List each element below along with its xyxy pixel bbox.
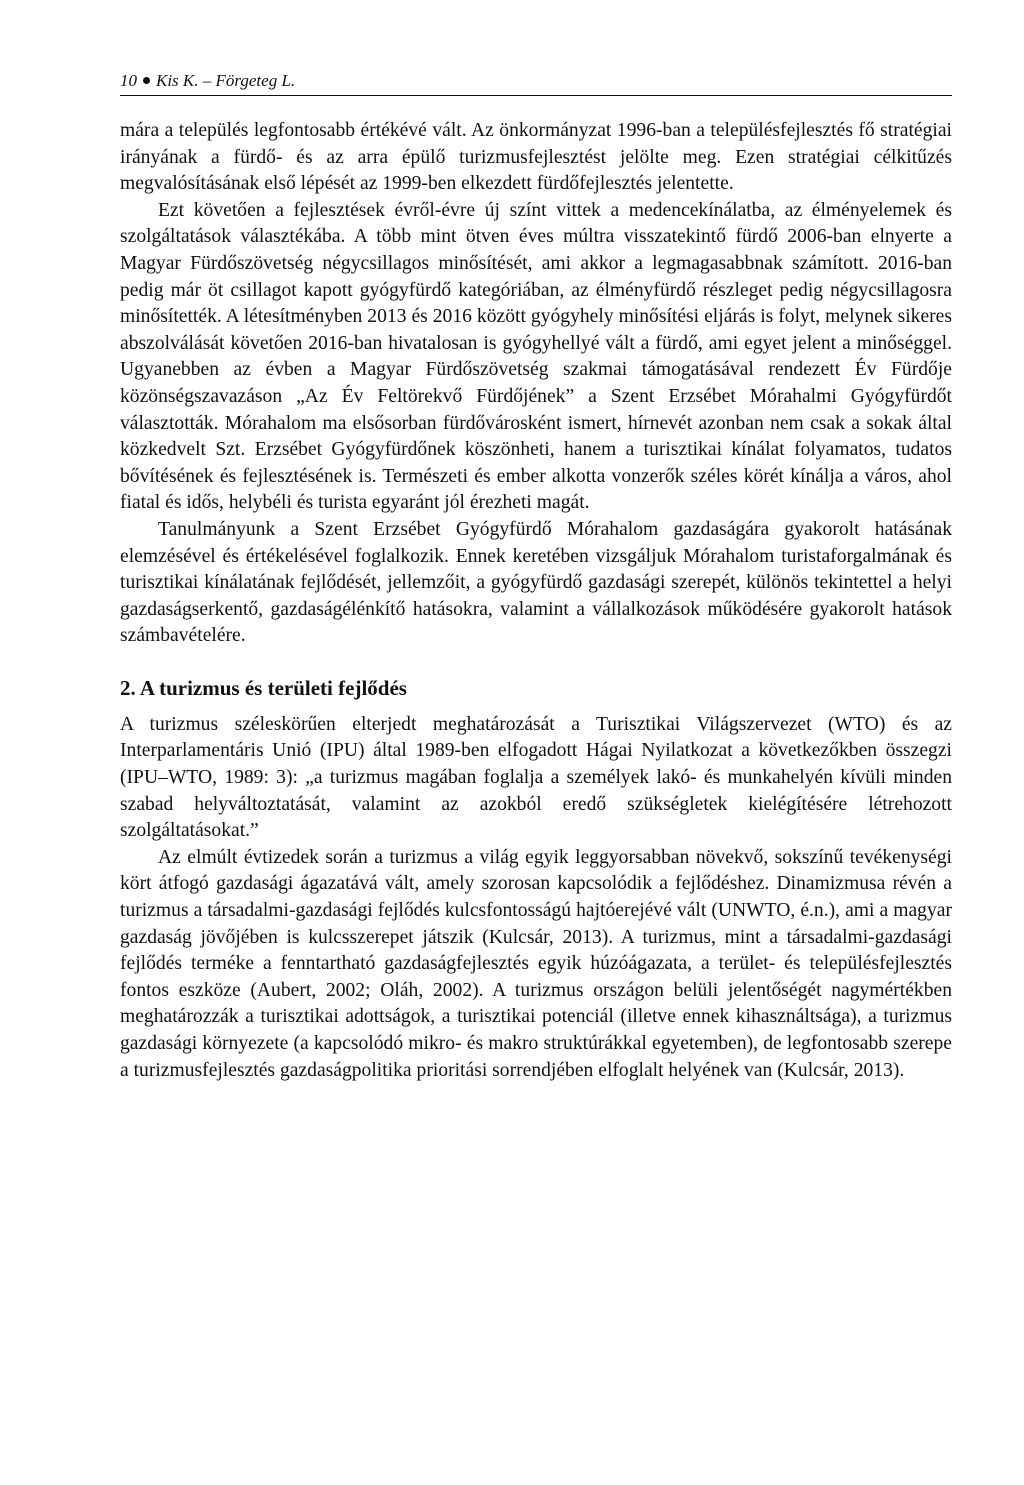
paragraph-4: A turizmus széleskörűen elterjedt meghatározását a Turisztikai Világszervezet (WTO) és az Interparlamentáris Unió (IPU) által 1989-ben elfogadott Hágai Nyilatkozat a következőkben összegzi (IPU–WTO, 1989: 3): „a turizmus magában foglalja a személyek lakó- és munkahelyén kívüli minden szabad helyváltoztatását, valamint az azokból eredő szükségletek kielégítésére létrehozott szolgáltatásokat.” (120, 713, 952, 842)
document-page (120, 70, 952, 1084)
running-header (120, 70, 952, 96)
page-number: 10 (120, 71, 137, 90)
paragraph-1: mára a település legfontosabb értékévé vált. Az önkormányzat 1996-ban a településfejlesztés fő stratégiai irányának a fürdő- és az arra épülő turizmusfejlesztést jelölte meg. Ezen stratégiai célkitűzés megvalósításának első lépését az 1999-ben elkezdett fürdőfejlesztés jelentette. (120, 120, 952, 195)
paragraph-2: Ezt követően a fejlesztések évről-évre új színt vittek a medencekínálatba, az élményelemek és szolgáltatások választékába. A több mint ötven éves múltra visszatekintő fürdő 2006-ban elnyerte a Magyar Fürdőszövetség négycsillagos minősítését, ami akkor a legmagasabbnak számított. 2016-ban pedig már öt csillagot kapott gyógyfürdő kategóriában, az élményfürdő részleget pedig négycsillagosra minősítették. A létesítményben 2013 és 2016 között gyógyhely minősítési eljárás is folyt, melynek sikeres abszolválását követően 2016-ban hivatalosan is gyógyhellyé vált a fürdő, ami egyet jelent a minőséggel. Ugyanebben az évben a Magyar Fürdőszövetség szakmai támogatásával rendezett Év Fürdője közönségszavazáson „Az Év Feltörekvő Fürdőjének” a Szent Erzsébet Mórahalmi Gyógyfürdőt választották. Mórahalom ma elsősorban fürdővárosként ismert, hírnevét azonban nem csak a sokak által közkedvelt Szt. Erzsébet Gyógyfürdőnek köszönheti, hanem a turisztikai kínálat folyamatos, tudatos bővítésének és fejlesztésének is. Természeti és ember alkotta vonzerők széles körét kínálja a város, ahol fiatal és idős, helybéli és turista egyaránt jól érezheti magát. (120, 199, 952, 514)
paragraph-3: Tanulmányunk a Szent Erzsébet Gyógyfürdő Mórahalom gazdaságára gyakorolt hatásának elemzésével és értékelésével foglalkozik. Ennek keretében vizsgáljuk Mórahalom turistaforgalmának és turisztikai kínálatának fejlődését, jellemzőit, a gyógyfürdő gazdasági szerepét, különös tekintettel a helyi gazdaságserkentő, gazdaságélénkítő hatásokra, valamint a vállalkozások működésére gyakorolt hatások számbavételére. (120, 518, 952, 647)
header-authors: Kis K. – Förgeteg L. (156, 71, 296, 90)
bullet-icon (143, 77, 150, 84)
section-heading: 2. A turizmus és területi fejlődés (120, 675, 407, 700)
paragraph-5: Az elmúlt évtizedek során a turizmus a világ egyik leggyorsabban növekvő, sokszínű tevékenységi kört átfogó gazdasági ágazatává vált, amely szorosan kapcsolódik a fejlődéshez. Dinamizmusa révén a turizmus a társadalmi-gazdasági fejlődés kulcsfontosságú hajtóerejévé vált (UNWTO, é.n.), ami a magyar gazdaság jövőjében is kulcsszerepet játszik (Kulcsár, 2013). A turizmus, mint a társadalmi-gazdasági fejlődés terméke a fenntartható gazdaságfejlesztés egyik húzóágazata, a terület- és településfejlesztés fontos eszköze (Aubert, 2002; Oláh, 2002). A turizmus országon belüli jelentőségét nagymértékben meghatározzák a turisztikai adottságok, a turisztikai potenciál (illetve ennek kihasználtsága), a turizmus gazdasági környezete (a kapcsolódó mikro- és makro struktúrákkal egyetemben), de legfontosabb szerepe a turizmusfejlesztés gazdaságpolitika prioritási sorrendjében elfoglalt helyének van (Kulcsár, 2013). (120, 846, 952, 1081)
